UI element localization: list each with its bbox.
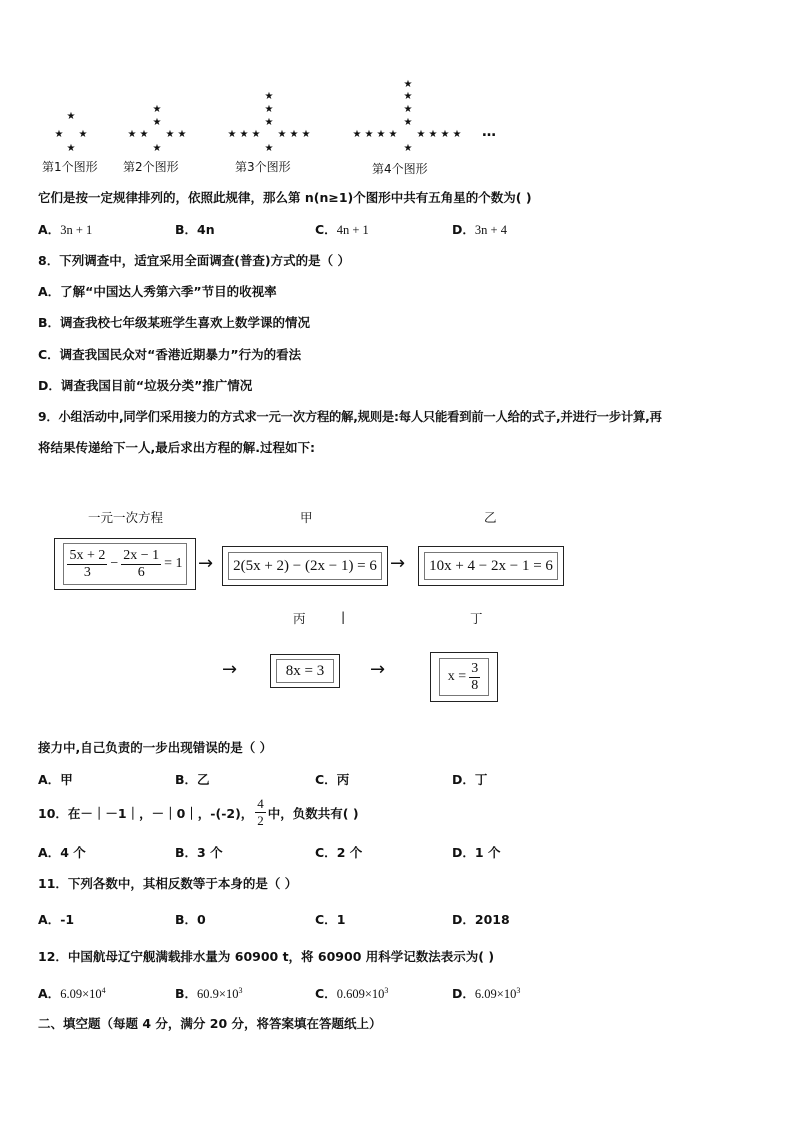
equation-box-yi xyxy=(418,546,564,586)
q10-option-c[interactable]: C．2 个 xyxy=(315,845,363,860)
header-yi: 乙 xyxy=(484,510,497,525)
q8-stem: 8．下列调查中，适宜采用全面调查(普查)方式的是（ ） xyxy=(38,253,350,268)
star-icon: ★ xyxy=(152,104,162,115)
star-icon: ★ xyxy=(277,129,287,140)
q12-option-b[interactable]: B．$60.9\times 10^3$ xyxy=(175,985,243,1001)
q12-option-d[interactable]: D．$6.09\times 10^3$ xyxy=(452,985,521,1001)
q9-stem-line1: 9．小组活动中,同学们采用接力的方式求一元一次方程的解,规则是:每人只能看到前一人给的式子,并进行一步计算,再 xyxy=(38,410,662,424)
star-icon: ★ xyxy=(364,129,374,140)
q8-option-b[interactable]: B．调查我校七年级某班学生喜欢上数学课的情况 xyxy=(38,315,311,330)
equation-box-jia xyxy=(222,546,388,586)
star-icon: ★ xyxy=(352,129,362,140)
arrow-icon: → xyxy=(222,659,238,680)
fraction-4-over-2: $\frac{4}{2}$ xyxy=(257,796,264,828)
q8-option-a[interactable]: A．了解“中国达人秀第六季”节目的收视率 xyxy=(38,284,277,299)
star-icon: ★ xyxy=(78,129,88,140)
q12-option-a[interactable]: A．$6.09\times 10^4$ xyxy=(38,985,106,1001)
star-icon: ★ xyxy=(66,111,76,122)
star-icon: ★ xyxy=(264,104,274,115)
figure-label-3: 第3个图形 xyxy=(235,160,291,174)
q11-option-c[interactable]: C．1 xyxy=(315,912,346,927)
star-icon: ★ xyxy=(139,129,149,140)
q8-option-c[interactable]: C．调查我国民众对“香港近期暴力”行为的看法 xyxy=(38,347,302,362)
star-icon: ★ xyxy=(403,117,413,128)
header-jia: 甲 xyxy=(300,510,313,525)
equation-original: $\frac{5x + 2}{3}$ − $\frac{2x - 1}{6}$ = 1 xyxy=(63,543,187,585)
star-icon: ★ xyxy=(403,143,413,154)
q7-option-a[interactable]: A．3n + 1 xyxy=(38,222,93,237)
star-icon: ★ xyxy=(403,91,413,102)
star-icon: ★ xyxy=(403,104,413,115)
equation-yi: 10x + 4 − 2x − 1 = 6 xyxy=(424,552,558,580)
star-icon: ★ xyxy=(239,129,249,140)
star-icon: ★ xyxy=(264,91,274,102)
header-bing: 丙 xyxy=(293,611,306,626)
star-icon: ★ xyxy=(227,129,237,140)
star-icon: ★ xyxy=(440,129,450,140)
q7-option-b[interactable]: B．4n xyxy=(175,222,215,237)
star-icon: ★ xyxy=(264,117,274,128)
star-icon: ★ xyxy=(416,129,426,140)
q9-option-b[interactable]: B．乙 xyxy=(175,772,210,787)
header-ding: 丁 xyxy=(470,611,483,626)
q7-option-d[interactable]: D．3n + 4 xyxy=(452,222,507,237)
equation-box-ding xyxy=(430,652,498,702)
figure-label-4: 第4个图形 xyxy=(372,162,428,176)
figure-label-2: 第2个图形 xyxy=(123,160,179,174)
arrow-icon: → xyxy=(390,553,406,574)
star-icon: ★ xyxy=(388,129,398,140)
ellipsis: … xyxy=(482,124,496,140)
equation-box-original xyxy=(54,538,196,590)
q10-option-d[interactable]: D．1 个 xyxy=(452,845,501,860)
q9-question: 接力中,自己负责的一步出现错误的是（ ） xyxy=(38,740,273,755)
q9-option-c[interactable]: C．丙 xyxy=(315,772,350,787)
section-2-heading: 二、填空题（每题 4 分，满分 20 分，将答案填在答题纸上） xyxy=(38,1016,382,1031)
q10-option-a[interactable]: A．4 个 xyxy=(38,845,86,860)
star-icon: ★ xyxy=(251,129,261,140)
q12-option-c[interactable]: C．$0.609\times 10^3$ xyxy=(315,985,389,1001)
star-icon: ★ xyxy=(301,129,311,140)
arrow-icon: → xyxy=(198,553,214,574)
equation-jia: 2(5x + 2) − (2x − 1) = 6 xyxy=(228,552,382,580)
q7-option-c[interactable]: C．4n + 1 xyxy=(315,222,369,237)
star-icon: ★ xyxy=(376,129,386,140)
star-icon: ★ xyxy=(54,129,64,140)
q10-stem: 10．在－｜－1｜，－｜0｜，-(-2)， $\frac{4}{2}$ 中，负数共有( ) xyxy=(38,796,359,828)
q12-stem: 12．中国航母辽宁舰满载排水量为 60900 t，将 60900 用科学记数法表示为( ) xyxy=(38,949,495,964)
q11-stem: 11．下列各数中，其相反数等于本身的是（ ） xyxy=(38,876,298,891)
figure-label-1: 第1个图形 xyxy=(42,160,98,174)
star-icon: ★ xyxy=(152,117,162,128)
q9-option-a[interactable]: A．甲 xyxy=(38,772,73,787)
star-icon: ★ xyxy=(152,143,162,154)
star-icon: ★ xyxy=(264,143,274,154)
q11-option-b[interactable]: B．0 xyxy=(175,912,206,927)
star-figures xyxy=(38,78,508,178)
equation-bing: 8x = 3 xyxy=(276,659,334,683)
q11-option-a[interactable]: A．-1 xyxy=(38,912,75,927)
equation-ding: x = $\frac{3}{8}$ xyxy=(439,658,489,696)
star-icon: ★ xyxy=(177,129,187,140)
header-bar: | xyxy=(341,609,346,624)
star-icon: ★ xyxy=(452,129,462,140)
q7-stem: 它们是按一定规律排列的，依照此规律，那么第 n(n≥1)个图形中共有五角星的个数为( ) xyxy=(38,190,532,205)
star-icon: ★ xyxy=(403,79,413,90)
arrow-icon: → xyxy=(370,659,386,680)
header-start: 一元一次方程 xyxy=(88,510,164,525)
q10-option-b[interactable]: B．3 个 xyxy=(175,845,223,860)
q8-option-d[interactable]: D．调查我国目前“垃圾分类”推广情况 xyxy=(38,378,253,393)
star-icon: ★ xyxy=(127,129,137,140)
star-icon: ★ xyxy=(165,129,175,140)
star-icon: ★ xyxy=(428,129,438,140)
star-icon: ★ xyxy=(289,129,299,140)
star-icon: ★ xyxy=(66,143,76,154)
equation-box-bing xyxy=(270,654,340,688)
q9-option-d[interactable]: D．丁 xyxy=(452,772,488,787)
q9-stem-line2: 将结果传递给下一人,最后求出方程的解.过程如下: xyxy=(38,440,315,455)
q11-option-d[interactable]: D．2018 xyxy=(452,912,510,927)
